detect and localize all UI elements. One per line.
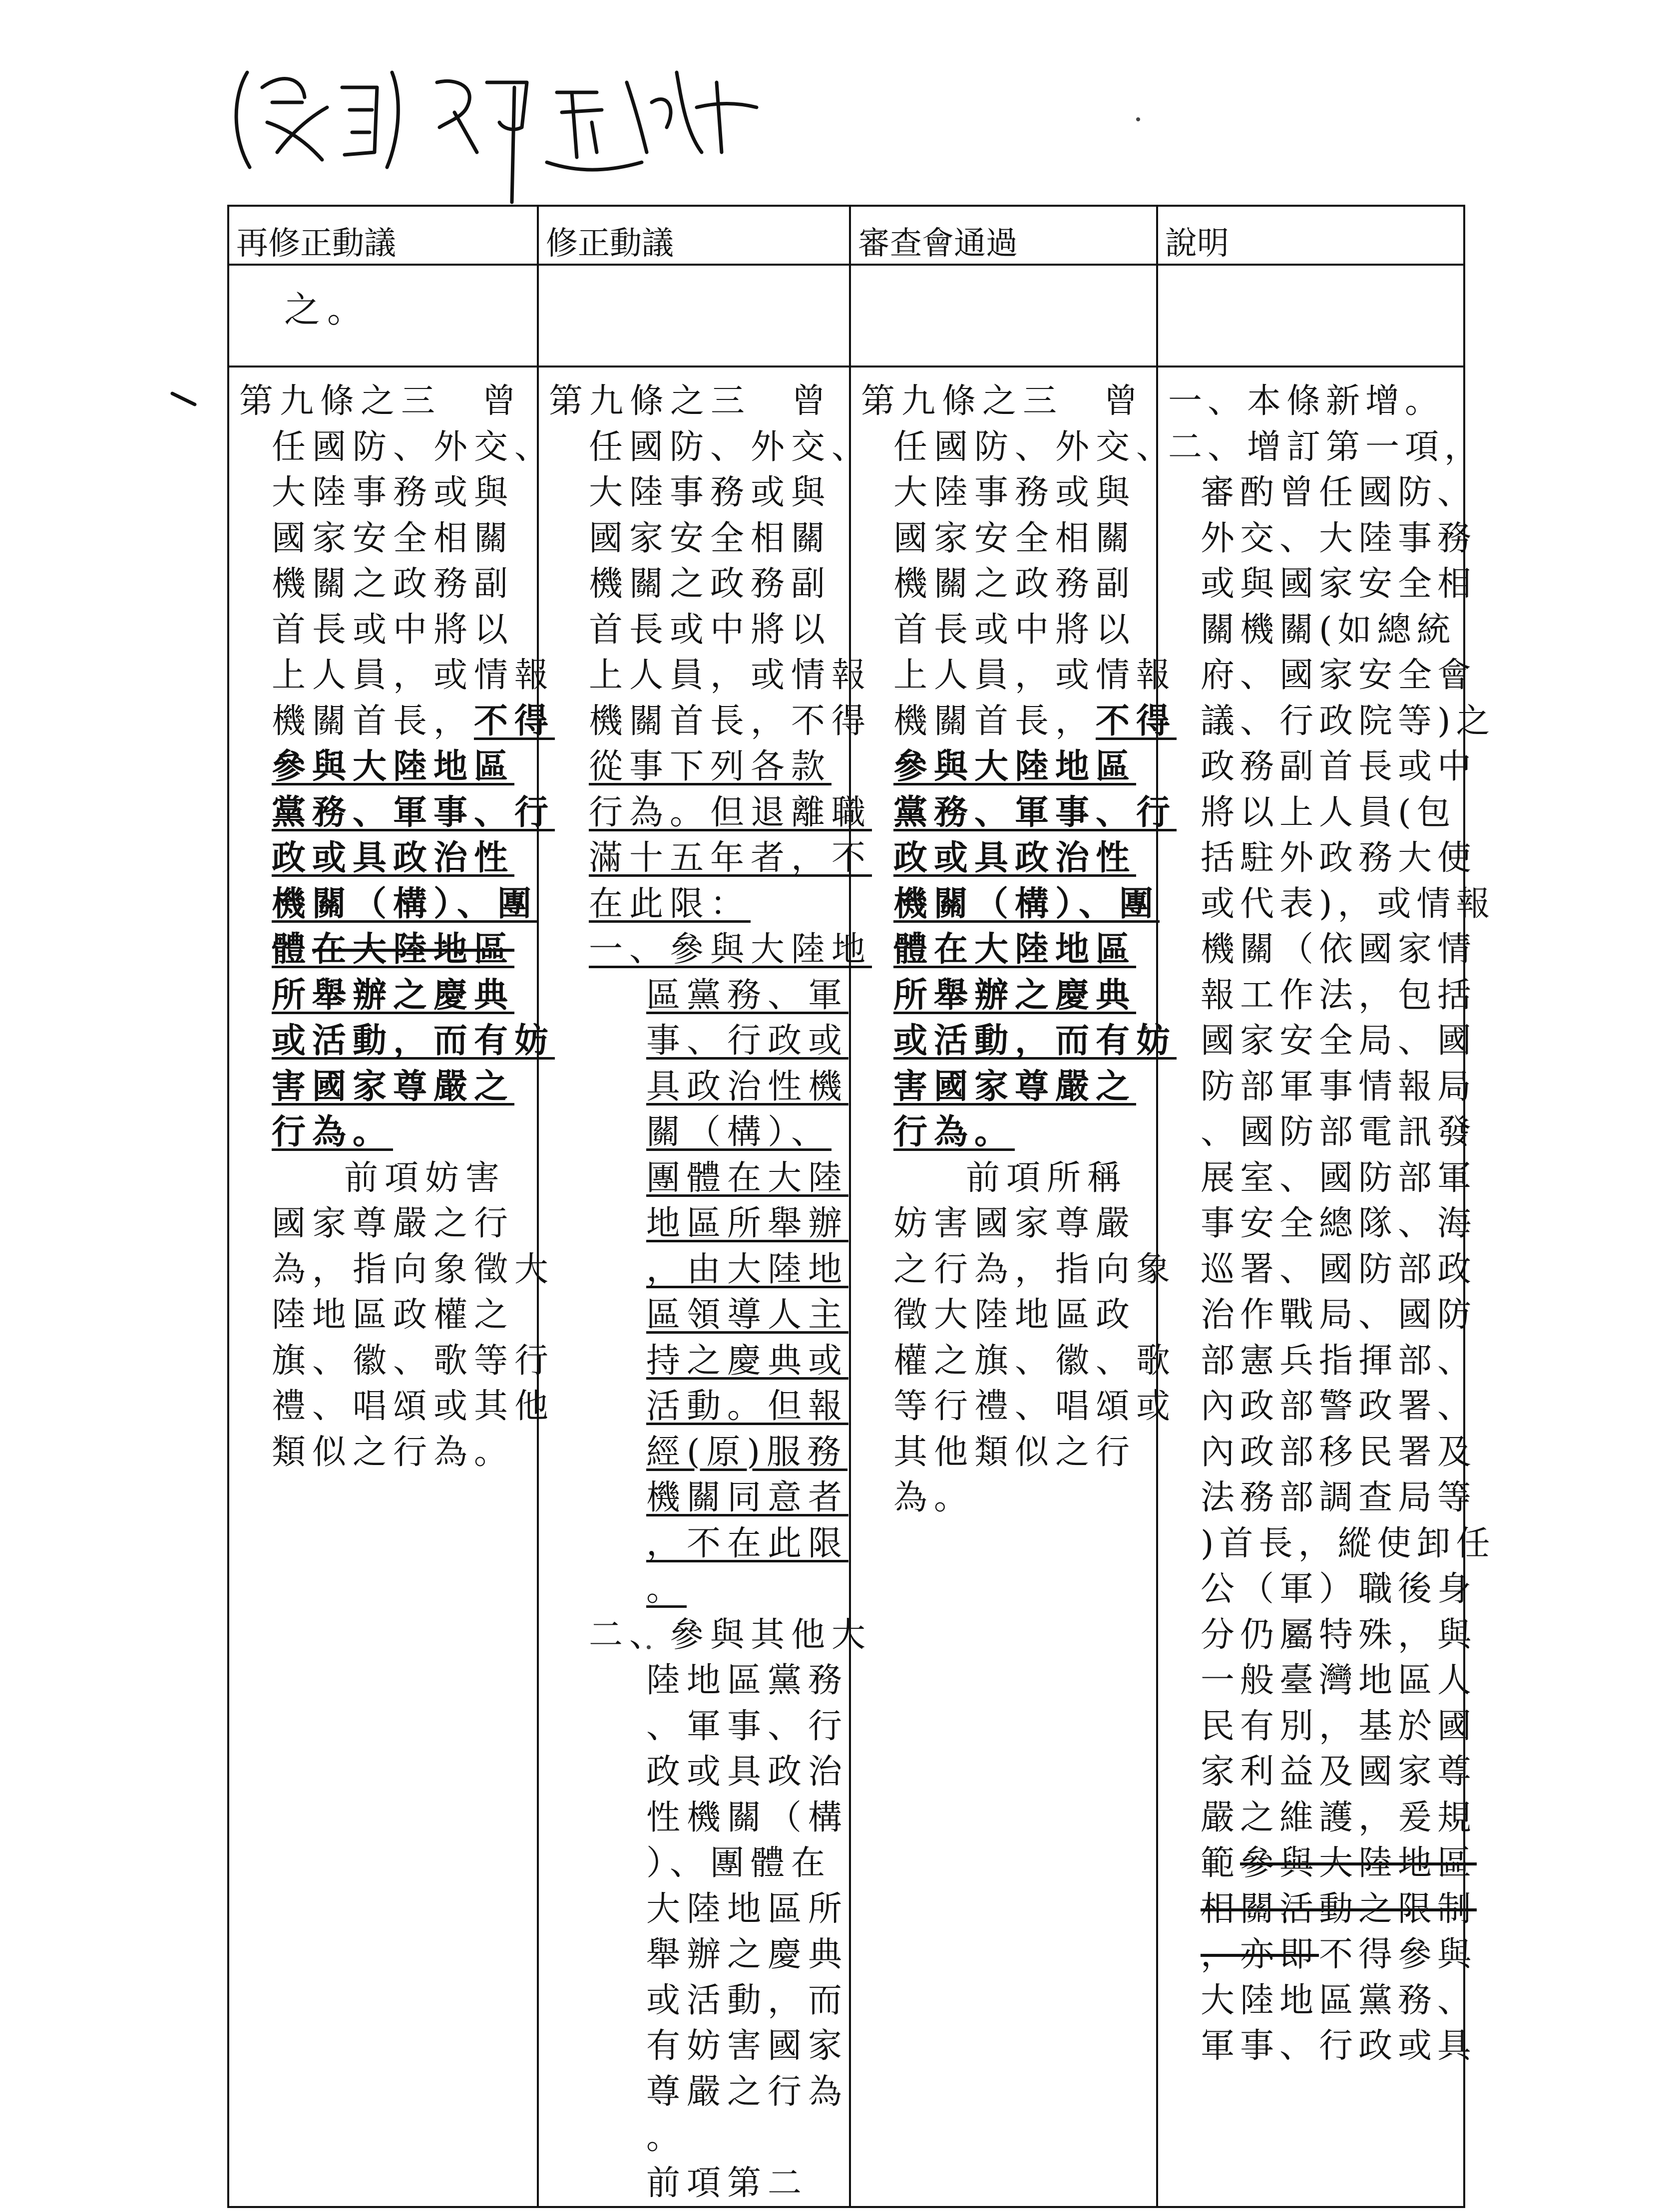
- text-line: 參與大陸地區: [893, 746, 1137, 786]
- header-label: 審查會通過: [858, 225, 1018, 262]
- text-line: 徵大陸地區政: [893, 1295, 1137, 1335]
- text-line: 任國防、外交、: [272, 427, 555, 467]
- text-line: 軍事、行政或具: [1201, 2026, 1477, 2066]
- text-line: 性機關（構: [646, 1798, 849, 1838]
- text-line: 機關（依國家情: [1201, 930, 1477, 969]
- text-line: 為。: [893, 1478, 975, 1517]
- column-text-amendment-motion: [539, 368, 872, 2206]
- text-line: 任國防、外交、: [589, 427, 872, 467]
- text-line: 權之旗、徽、歌: [893, 1341, 1177, 1381]
- text-line: 前項所稱: [966, 1158, 1128, 1198]
- column-text-revised-motion: [229, 368, 555, 1475]
- text-line: 防部軍事情報局: [1201, 1067, 1477, 1106]
- text-line: 等行禮、唱頌或: [893, 1387, 1177, 1426]
- text-line: 旗、徽、歌等行: [272, 1341, 555, 1381]
- text-line: 國家安全相關: [893, 518, 1137, 558]
- text-line: 關（構）、: [646, 1112, 832, 1152]
- text-line: 第九條之三 曾: [549, 381, 832, 421]
- text-line: 地區所舉辦: [646, 1204, 849, 1243]
- text-line: 法務部調查局等: [1201, 1478, 1477, 1517]
- text-line: 舉辦之慶典: [646, 1935, 849, 1974]
- text-line: 、國防部電訊發: [1201, 1112, 1477, 1152]
- text-line: 第九條之三 曾: [861, 381, 1145, 421]
- text-line: 審酌曾任國防、: [1201, 473, 1477, 512]
- text-line: 黨務、軍事、行: [893, 792, 1177, 832]
- text-line: ，由大陸地: [646, 1249, 849, 1289]
- table-cell: [228, 367, 555, 2207]
- text-line: 巡署、國防部政: [1201, 1249, 1477, 1289]
- text-line: 所舉辦之慶典: [893, 975, 1137, 1015]
- table-cell: [228, 265, 538, 367]
- text-line: 治作戰局、國防: [1201, 1295, 1477, 1335]
- text-line: 害國家尊嚴之: [893, 1066, 1137, 1106]
- text-line: 大陸地區黨務、: [1201, 1980, 1477, 2020]
- text-line: 團體在大陸: [646, 1158, 849, 1198]
- text-line: 府、國家安全會: [1201, 656, 1477, 695]
- text-line: 內政部警政署、: [1201, 1387, 1477, 1426]
- text-line: ，亦即不得參與: [1201, 1935, 1477, 1974]
- handwritten-signature: [227, 52, 777, 202]
- text-line: 一、參與大陸地: [589, 930, 872, 969]
- text-line: 首長或中將以: [893, 610, 1137, 650]
- text-line: 滿十五年者，不: [589, 838, 872, 878]
- text-line: 公（軍）職後身: [1201, 1569, 1477, 1609]
- text-line: 陸地區黨務: [646, 1661, 849, 1700]
- text-line: 為，指向象徵大: [272, 1249, 555, 1289]
- text-line: 大陸地區所: [646, 1889, 849, 1929]
- text-line: 類似之行為。: [272, 1432, 515, 1472]
- text-line: 政或具政治性: [893, 838, 1137, 878]
- text-line: ，不在此限: [646, 1523, 849, 1563]
- text-line: 上人員，或情報: [589, 656, 872, 695]
- text-line: 國家安全相關: [272, 518, 515, 558]
- table-cell: [538, 367, 872, 2207]
- text-line: 議、行政院等)之: [1201, 701, 1496, 741]
- text-line: 第九條之三 曾: [239, 381, 523, 421]
- text-line: 從事下列各款: [589, 747, 832, 786]
- text-line: 部憲兵指揮部、: [1201, 1341, 1477, 1381]
- text-line: 一般臺灣地區人: [1201, 1661, 1477, 1700]
- text-line: 內政部移民署及: [1201, 1432, 1477, 1472]
- text-line: 妨害國家尊嚴: [893, 1204, 1137, 1243]
- text-line: 機關之政務副: [272, 564, 515, 604]
- table-cell: [850, 367, 1177, 2207]
- text-line: 行為。: [893, 1112, 1015, 1152]
- text-line: 家利益及國家尊: [1201, 1752, 1477, 1792]
- text-line: 首長或中將以: [589, 610, 832, 650]
- text-line: 所舉辦之慶典: [272, 975, 515, 1015]
- text-line: 陸地區政權之: [272, 1295, 515, 1335]
- text-line: 活動。但報: [646, 1387, 849, 1426]
- text-line: ）、團體在: [646, 1843, 832, 1883]
- table-cell: [538, 265, 850, 367]
- text-line: 外交、大陸事務: [1201, 518, 1477, 558]
- text-line: 機關首長，不得: [893, 701, 1177, 741]
- text-line: 黨務、軍事、行: [272, 792, 555, 832]
- text-line: 禮、唱頌或其他: [272, 1387, 555, 1426]
- text-line: 。: [646, 2118, 687, 2157]
- text-line: 機關首長，不得: [589, 701, 872, 741]
- text-line: 持之慶典或: [646, 1341, 849, 1381]
- header-cell: [228, 206, 538, 265]
- text-line: 國家安全局、國: [1201, 1021, 1477, 1061]
- text-line: 國家尊嚴之行: [272, 1204, 515, 1243]
- text-line: 機關同意者: [646, 1478, 849, 1517]
- text-line: 區黨務、軍: [646, 975, 849, 1015]
- text-line: 尊嚴之行為: [646, 2072, 849, 2112]
- text-line: 事安全總隊、海: [1201, 1204, 1477, 1243]
- table-cell: [1157, 265, 1464, 367]
- text-line: 事、行政或: [646, 1021, 849, 1061]
- margin-mark: [170, 389, 200, 409]
- text-line: 行為。: [272, 1112, 394, 1152]
- text-line: 機關（構）、團: [893, 883, 1160, 924]
- header-cell: [1157, 206, 1464, 265]
- table-cell: [1157, 367, 1496, 2207]
- text-line: 大陸事務或與: [589, 473, 832, 512]
- header-label: 再修正動議: [236, 225, 396, 262]
- text-line: 關機關(如總統: [1201, 610, 1456, 650]
- text-line: 二、參與其他大: [589, 1615, 872, 1655]
- text-line: 嚴之維護，爰規: [1201, 1798, 1477, 1838]
- text-line: 或活動，而: [646, 1980, 849, 2020]
- continuation-text: [1158, 266, 1463, 281]
- text-line: 前項第二: [646, 2163, 809, 2203]
- column-text-committee-version: [851, 368, 1177, 1521]
- text-line: 區領導人主: [646, 1295, 849, 1335]
- text-line: 具政治性機: [646, 1067, 849, 1106]
- text-line: 政或具政治: [646, 1752, 849, 1792]
- column-text-explanation: [1158, 368, 1496, 2069]
- text-line: 報工作法，包括: [1201, 975, 1477, 1015]
- text-line: 害國家尊嚴之: [272, 1066, 515, 1106]
- text-line: 。: [646, 1569, 687, 1609]
- header-cell: [538, 206, 850, 265]
- text-line: 大陸事務或與: [893, 473, 1137, 512]
- text-line: 上人員，或情報: [893, 656, 1177, 695]
- header-cell: [850, 206, 1157, 265]
- text-line: 、軍事、行: [646, 1706, 849, 1746]
- text-line: 一、本條新增。: [1168, 381, 1445, 421]
- text-line: 二、增訂第一項，: [1168, 427, 1484, 467]
- scan-speck: [1136, 117, 1140, 121]
- text-line: 或活動，而有妨: [272, 1021, 555, 1061]
- text-line: 或代表)，或情報: [1201, 884, 1496, 924]
- table-cell: [850, 265, 1157, 367]
- continuation-text: [851, 266, 1156, 281]
- text-line: 機關首長，不得: [272, 701, 555, 741]
- text-line: 經(原)服務: [646, 1432, 848, 1472]
- text-line: 機關之政務副: [893, 564, 1137, 604]
- text-line: 有妨害國家: [646, 2026, 849, 2066]
- text-line: 之行為，指向象: [893, 1249, 1177, 1289]
- continuation-text: [539, 266, 849, 281]
- header-row: [228, 206, 1464, 265]
- text-line: 民有別，基於國: [1201, 1706, 1477, 1746]
- text-line: 將以上人員(包: [1201, 792, 1456, 832]
- text-line: 體在大陸地區: [272, 929, 515, 969]
- text-line: 參與大陸地區: [272, 746, 515, 786]
- text-line: 或與國家安全相: [1201, 564, 1477, 604]
- text-line: 任國防、外交、: [893, 427, 1177, 467]
- text-line: 大陸事務或與: [272, 473, 515, 512]
- article-row: [228, 367, 1464, 2207]
- text-line: 在此限：: [589, 884, 751, 924]
- text-line: 上人員，或情報: [272, 656, 555, 695]
- text-line: 行為。但退離職: [589, 792, 872, 832]
- header-label: 說明: [1165, 225, 1229, 262]
- text-line: 前項妨害: [344, 1158, 506, 1198]
- text-line: 分仍屬特殊，與: [1201, 1615, 1477, 1655]
- text-line: 相關活動之限制: [1201, 1889, 1477, 1929]
- text-line: 其他類似之行: [893, 1432, 1137, 1472]
- header-label: 修正動議: [546, 225, 674, 262]
- text-line: 體在大陸地區: [893, 929, 1137, 969]
- text-line: 政或具政治性: [272, 838, 515, 878]
- text-line: 機關之政務副: [589, 564, 832, 604]
- text-line: 機關（構）、團: [272, 883, 538, 924]
- continuation-row: [228, 265, 1464, 367]
- text-line: 首長或中將以: [272, 610, 515, 650]
- text-line: 範參與大陸地區: [1201, 1843, 1477, 1883]
- text-line: 展室、國防部軍: [1201, 1158, 1477, 1198]
- text-line: 括駐外政務大使: [1201, 838, 1477, 878]
- continuation-text: 之。: [284, 289, 371, 331]
- text-line: )首長，縱使卸任: [1201, 1523, 1496, 1563]
- text-line: 或活動，而有妨: [893, 1021, 1177, 1061]
- text-line: 政務副首長或中: [1201, 747, 1477, 786]
- text-line: 國家安全相關: [589, 518, 832, 558]
- comparison-table: [227, 205, 1496, 2208]
